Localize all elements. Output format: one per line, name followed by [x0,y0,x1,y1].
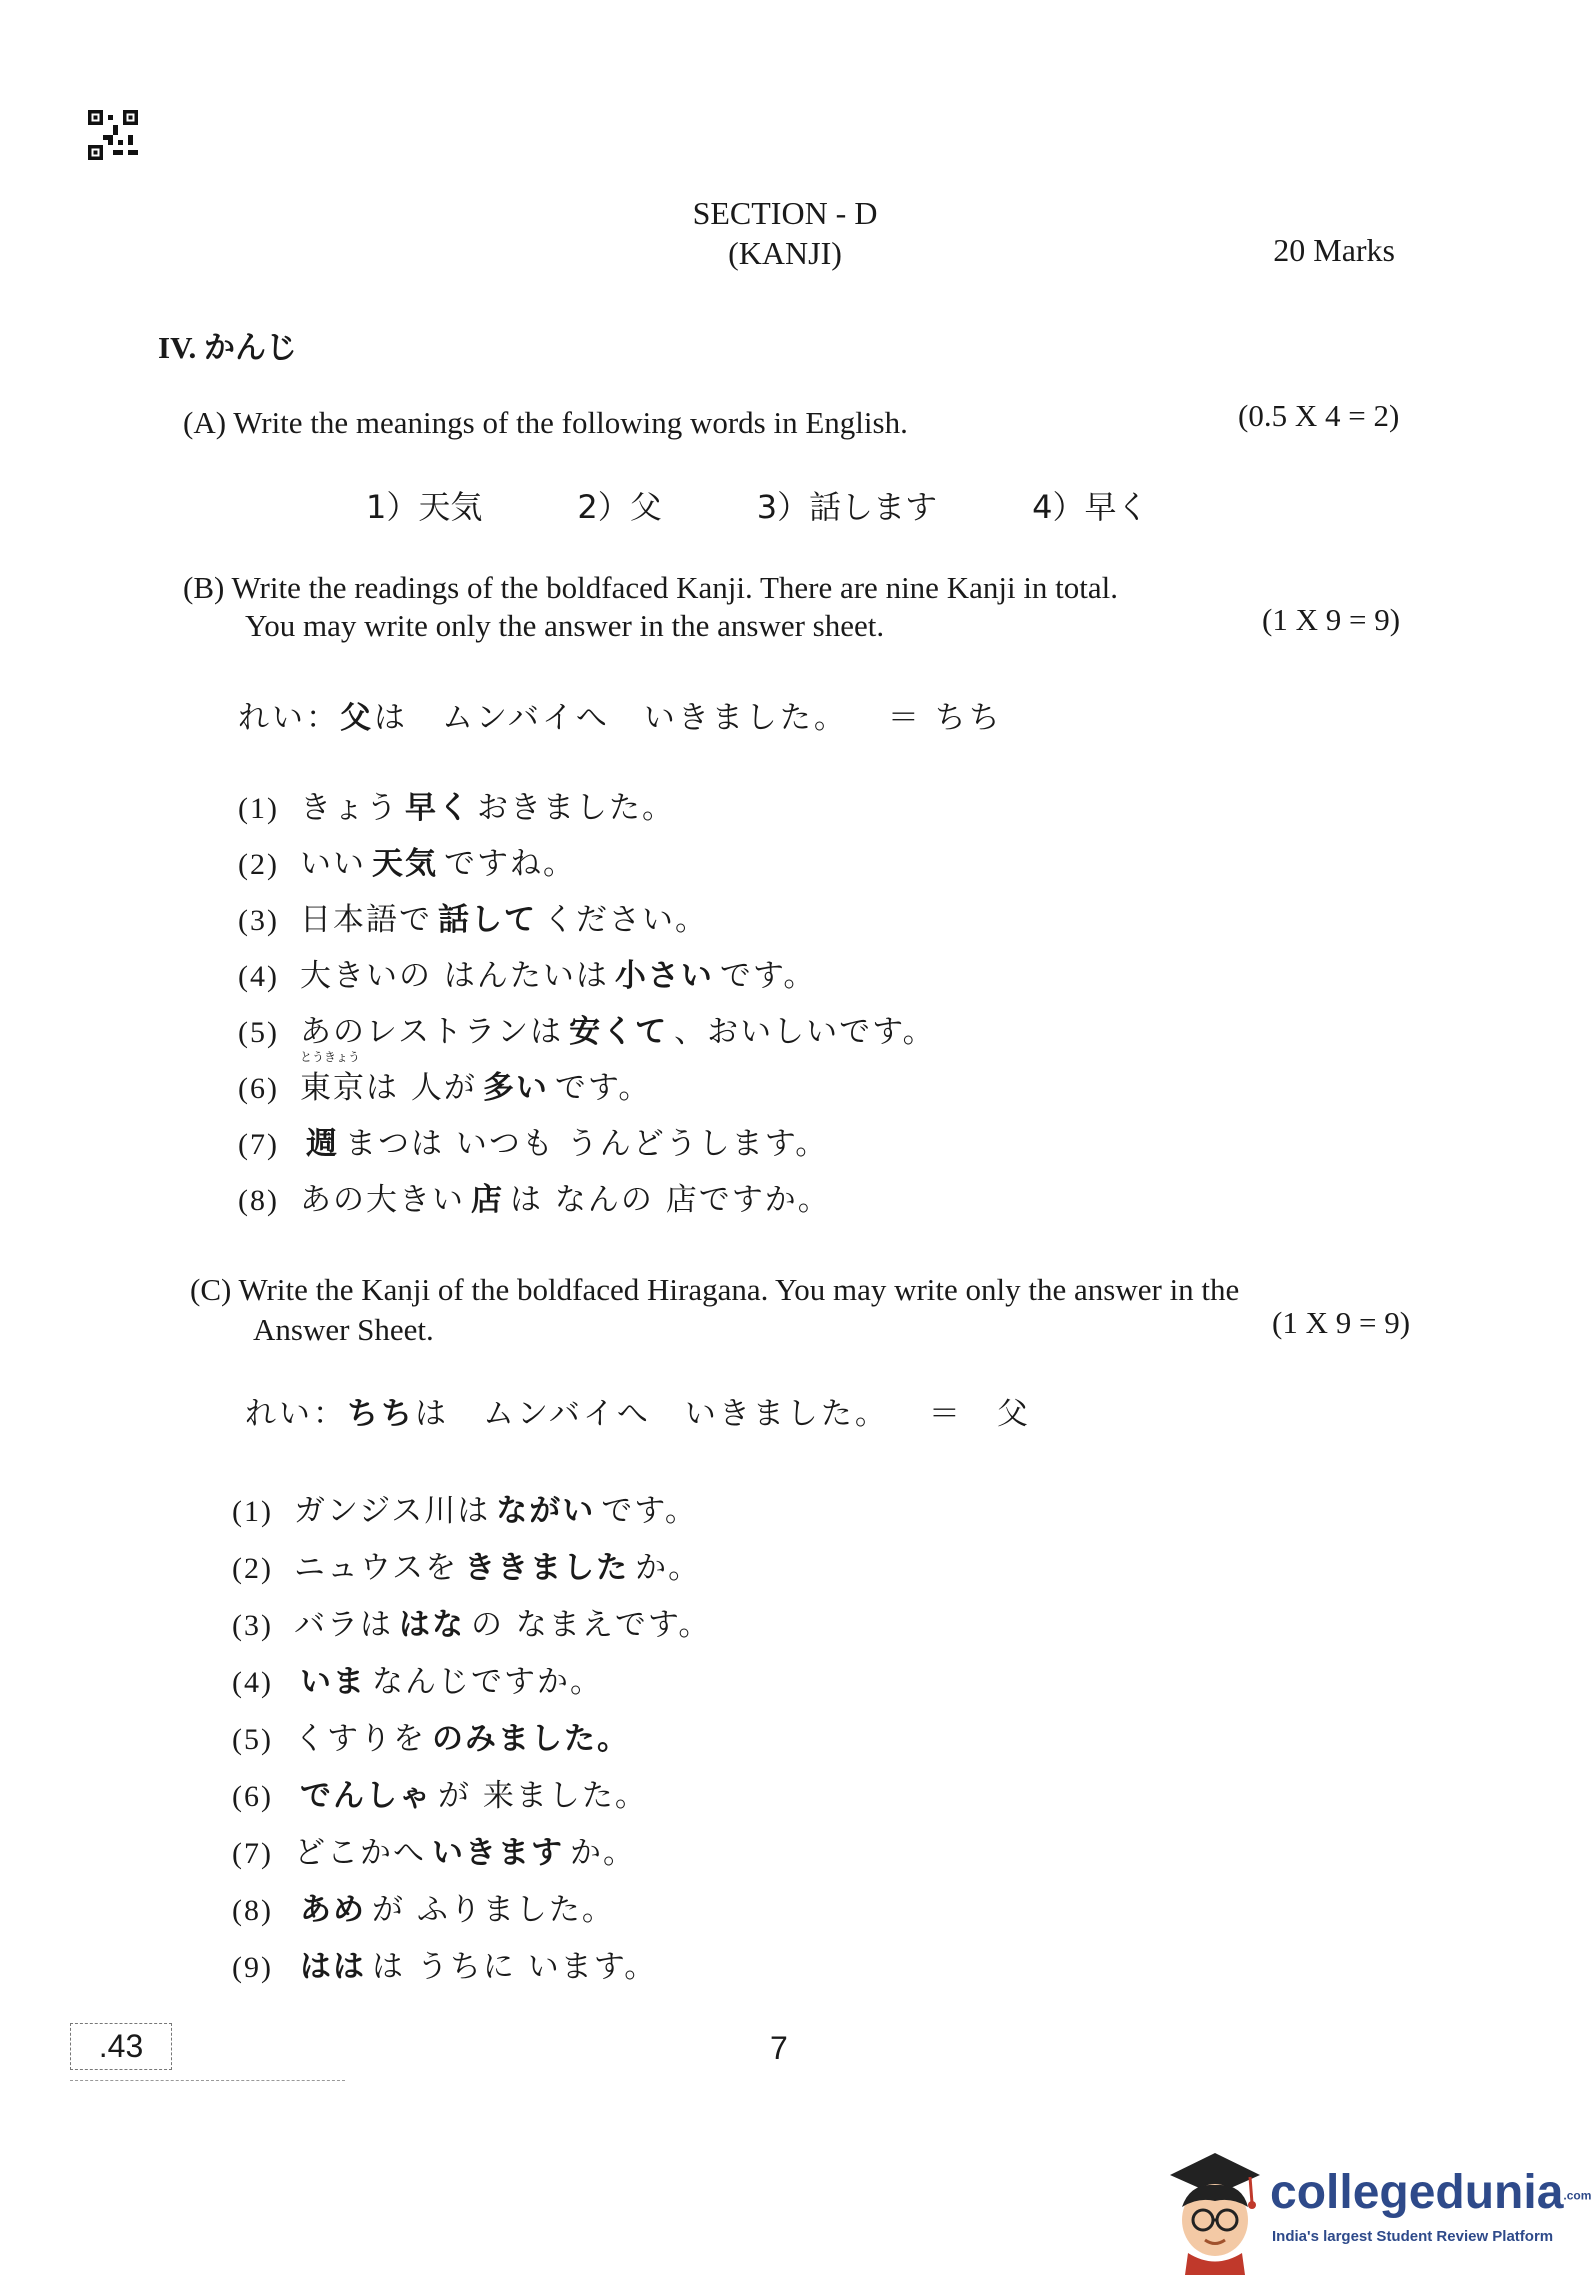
part-c-marks: (1 X 9 = 9) [1272,1305,1411,1340]
example-bold: ちち [347,1396,415,1432]
item-bold: 天気 [372,846,438,882]
item-text: が 来ました。 [438,1778,648,1814]
item-text: どこかへ [294,1835,426,1871]
logo-suffix: .com [1563,2188,1591,2203]
example-bold: 父 [340,700,374,736]
item-text: くすりを [294,1721,426,1757]
item-number: (2) [232,1552,273,1585]
item-text: まつは いつも うんどうします。 [345,1126,829,1162]
question-item [232,1485,698,1530]
item-bold: ききました [464,1550,630,1586]
item-text: です。 [554,1070,652,1106]
item-number: (1) [232,1495,273,1528]
item-bold: はは [300,1949,366,1985]
part-a-marks: (0.5 X 4 = 2) [1238,398,1400,433]
example-answer: ＝ ちち [887,700,1003,736]
item-text: あのレストランは [300,1014,564,1050]
part-c-label: (C) Write the Kanji of the boldfaced Hiragana. You may write only the answer in the [190,1272,1240,1307]
item-text: か。 [635,1550,702,1586]
question-item [232,1941,657,1986]
mascot-logo-icon [1160,2145,1265,2275]
question-item [238,894,708,939]
part-b-label: (B) Write the readings of the boldfaced Kanji. There are nine Kanji in total. [183,570,1119,605]
item-text: ニュウスを [294,1550,459,1586]
item-number: (8) [232,1894,273,1927]
question-item [232,1884,615,1929]
part-b-example [238,692,1003,737]
page-number: 7 [770,2030,788,2066]
item-text: きょう [300,790,399,826]
section-title: SECTION - D [692,195,878,231]
footer-divider [70,2080,345,2081]
vocab-word: 4）早く [1032,488,1149,526]
item-bold: いま [300,1664,366,1700]
example-text: は ムンバイへ いきました。 [374,700,848,736]
item-bold: いきます [432,1835,564,1871]
vocab-word: 3）話します [756,488,938,526]
logo-tagline: India's largest Student Review Platform [1272,2228,1554,2245]
section-marks: 20 Marks [1273,232,1395,268]
logo-name: collegedunia [1270,2166,1564,2219]
item-number: (3) [232,1609,273,1642]
part-c-example [245,1388,1031,1433]
section-subtitle: (KANJI) [728,235,842,271]
example-text: は ムンバイへ いきました。 [415,1396,889,1432]
item-text: ですね。 [444,846,576,882]
item-text: の なまえです。 [471,1607,712,1643]
question-item [232,1599,711,1644]
part-b-label-2: You may write only the answer in the answer sheet. [245,608,885,643]
item-number: (6) [232,1780,273,1813]
item-number: (2) [238,848,279,881]
item-bold: 週 [306,1126,339,1162]
item-number: (5) [232,1723,273,1756]
item-bold: 小さい [614,958,714,994]
question-item [238,950,816,995]
question-item [238,1006,936,1051]
item-text: いい [300,846,366,882]
item-number: (7) [232,1837,273,1870]
item-bold: 安くて [569,1014,669,1050]
item-number: (1) [238,792,279,825]
item-text: 、おいしいです。 [674,1014,936,1050]
item-bold: 店 [471,1182,504,1218]
item-text: あの大きい [300,1182,465,1218]
vocab-word: 2）父 [577,488,662,526]
item-text: ガンジス川は [294,1493,491,1529]
item-bold: でんしゃ [300,1778,432,1814]
item-number: (4) [232,1666,273,1699]
item-number: (9) [232,1951,273,1984]
vocab-list [366,482,1149,528]
question-item [232,1656,603,1701]
question-item [232,1542,701,1587]
question-item [238,1118,828,1163]
item-number: (7) [238,1128,279,1161]
item-text: は うちに います。 [372,1949,658,1985]
item-text: です。 [601,1493,698,1529]
question-item [238,838,576,883]
item-text: なんじですか。 [372,1664,603,1700]
item-number: (3) [238,904,279,937]
question-item [232,1770,648,1815]
item-number: (8) [238,1184,279,1217]
item-text: 大きいの はんたいは [300,958,609,994]
item-text: は なんの 店ですか。 [510,1182,831,1218]
item-number: (4) [238,960,279,993]
question-heading: IV. かんじ [158,330,297,365]
question-item [238,1050,652,1107]
item-bold: 多い [482,1070,549,1106]
part-b-marks: (1 X 9 = 9) [1262,602,1401,637]
logo-wordmark [1270,2165,1591,2220]
part-a-label: (A) Write the meanings of the following words in English. [183,405,908,440]
item-text: バラは [294,1607,393,1643]
question-item [232,1713,636,1758]
item-text: おきました。 [477,790,675,826]
example-prefix: れい： [245,1396,347,1432]
item-bold: あめ [300,1892,366,1928]
part-c-label-2: Answer Sheet. [253,1312,434,1347]
example-answer: ＝ 父 [928,1396,1031,1432]
example-prefix: れい： [238,700,340,736]
qr-code-icon [88,110,138,160]
vocab-word: 1）天気 [366,488,483,526]
item-bold: はな [399,1607,465,1643]
item-bold: のみました。 [432,1721,630,1757]
item-bold: 早く [405,790,471,826]
item-text: か。 [570,1835,636,1871]
question-item [238,1174,831,1219]
item-text: が ふりました。 [372,1892,615,1928]
item-bold: 話して [438,902,537,938]
question-item [238,782,675,827]
item-number: (5) [238,1016,279,1049]
item-text: です。 [719,958,817,994]
item-number: (6) [238,1072,279,1105]
item-text: 東京は 人が [300,1070,477,1106]
question-item [232,1827,636,1872]
item-bold: ながい [496,1493,596,1529]
paper-code: .43 [70,2023,172,2070]
item-text: 日本語で [300,902,432,938]
furigana: とうきょう [300,1050,361,1064]
item-text: ください。 [543,902,708,938]
